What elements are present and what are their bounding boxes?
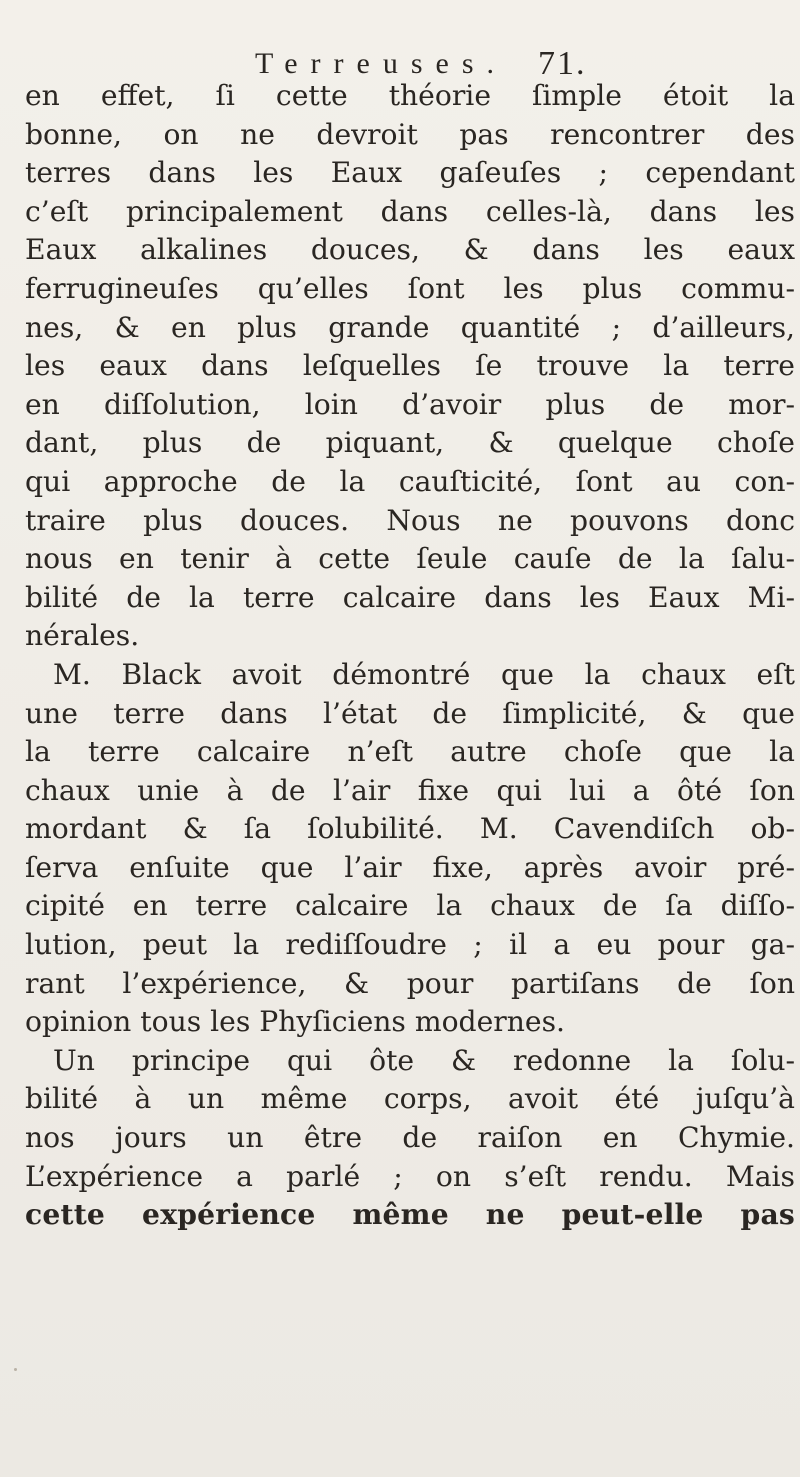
- text-line: nos jours un être de raiſon en Chymie.: [25, 1121, 795, 1155]
- text-line: bilité de la terre calcaire dans les Eaux Mi-: [25, 580, 795, 614]
- text-line: nérales.: [25, 619, 140, 653]
- text-line: terres dans les Eaux gaſeuſes ; cependant: [25, 156, 795, 190]
- text-line: dant, plus de piquant, & quelque choſe: [25, 426, 795, 460]
- page-number: 71.: [538, 45, 587, 82]
- text-line: opinion tous les Phyſiciens modernes.: [25, 1005, 565, 1039]
- text-line: rant l’expérience, & pour partiſans de ſon: [25, 966, 795, 1000]
- running-head: Terreuses.: [255, 47, 508, 80]
- text-line: les eaux dans leſquelles ſe trouve la terre: [25, 349, 795, 383]
- text-line: traire plus douces. Nous ne pouvons donc: [25, 503, 795, 537]
- text-line: Eaux alkalines douces, & dans les eaux: [25, 233, 795, 267]
- text-line: cipité en terre calcaire la chaux de ſa diſſo-: [25, 889, 795, 923]
- body-text: [25, 77, 795, 1235]
- text-line: c’eſt principalement dans celles-là, dans les: [25, 194, 795, 228]
- text-line: une terre dans l’état de ſimplicité, & que: [25, 696, 795, 730]
- text-line: M. Black avoit démontré que la chaux eſt: [53, 657, 795, 691]
- text-line: nous en tenir à cette ſeule cauſe de la ſalu-: [25, 542, 795, 576]
- text-line: ſerva enſuite que l’air fixe, après avoir pré-: [25, 850, 795, 884]
- text-line: Un principe qui ôte & redonne la ſolu-: [53, 1043, 795, 1077]
- text-line: lution, peut la rediſſoudre ; il a eu pour ga-: [25, 928, 795, 962]
- text-line: en diſſolution, loin d’avoir plus de mor-: [25, 387, 795, 421]
- text-line: la terre calcaire n’eſt autre choſe que la: [25, 735, 795, 769]
- text-line: ferrugineuſes qu’elles ſont les plus commu-: [25, 271, 795, 305]
- text-line: nes, & en plus grande quantité ; d’ailleurs,: [25, 310, 795, 344]
- text-line: en effet, ſi cette théorie ſimple étoit la: [25, 79, 795, 112]
- paper-speck: [14, 1368, 17, 1371]
- text-line: qui approche de la cauſticité, ſont au con-: [25, 464, 795, 498]
- text-line: cette expérience même ne peut-elle pas: [25, 1198, 795, 1232]
- text-line: chaux unie à de l’air fixe qui lui a ôté ſon: [25, 773, 795, 807]
- text-line: bilité à un même corps, avoit été juſqu’à: [25, 1082, 795, 1116]
- text-line: mordant & ſa ſolubilité. M. Cavendiſch ob-: [25, 812, 795, 846]
- text-line: L’expérience a parlé ; on s’eſt rendu. Mais: [25, 1159, 795, 1193]
- text-line: bonne, on ne devroit pas rencontrer des: [25, 117, 795, 151]
